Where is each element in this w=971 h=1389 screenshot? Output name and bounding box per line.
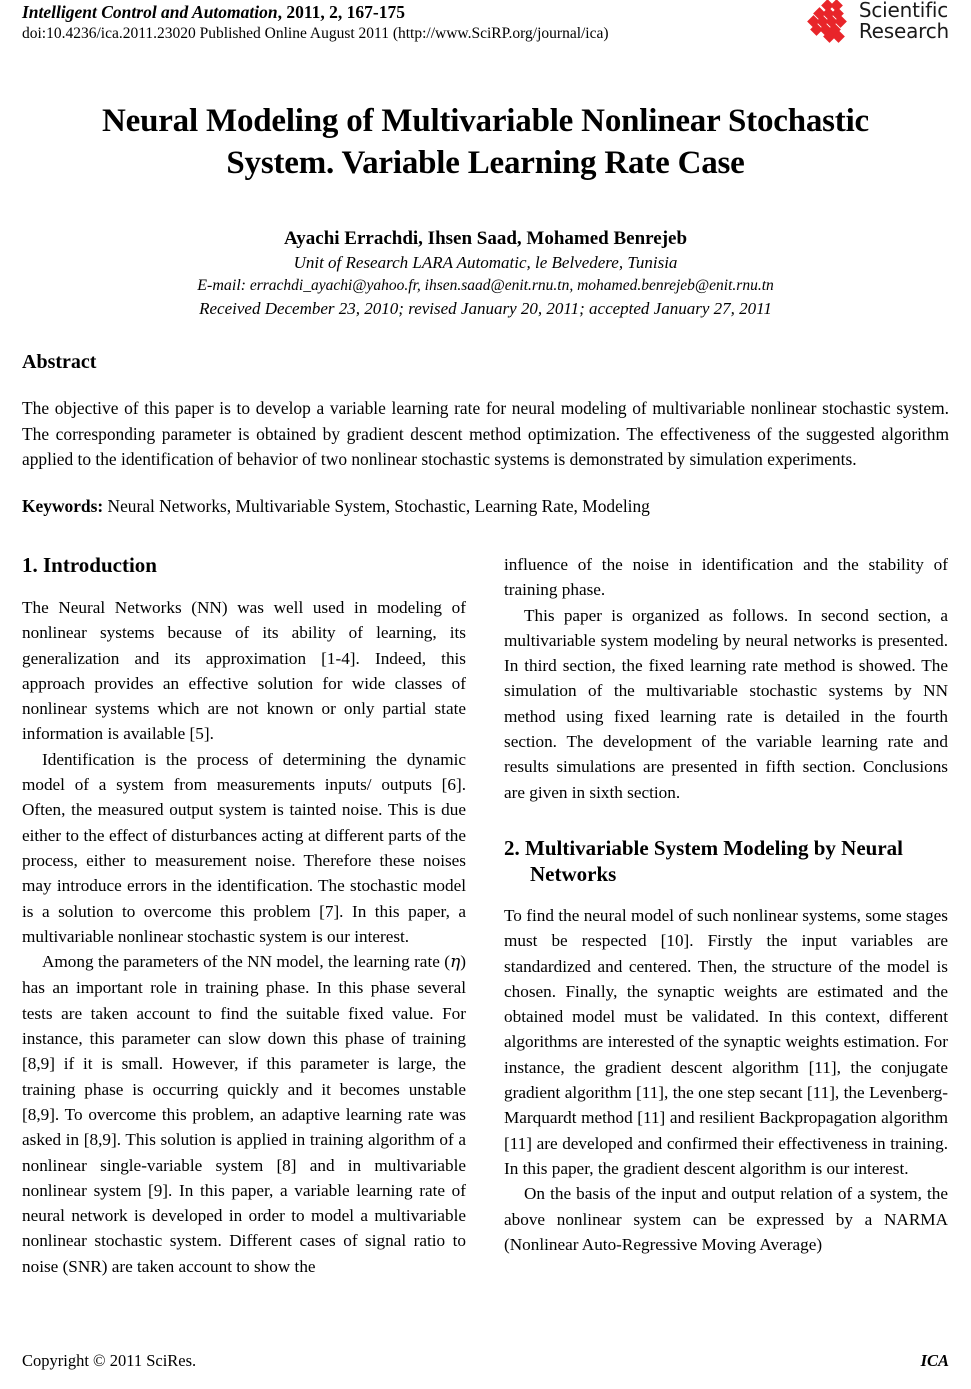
title-block [22, 100, 949, 184]
masthead-left [22, 2, 609, 44]
left-column [22, 552, 466, 1279]
paragraph-part: ) has an important role in training phase. In this phase several tests are taken account to find the suitable fixed value. For instance, this parameter can slow down this phase of training [8,9] if it is small. However, if this parameter is large, the training phase is occurring quickly and it becomes unstable [8,9]. To overcome this problem, an adaptive learning rate was asked in [8,9]. This solution is applied in training algorithm of a nonlinear single-variable system [8] and in multivariable nonlinear system [9]. In this paper, a variable learning rate of neural network is developed in order to model a multivariable nonlinear stochastic system. Different cases of signal ratio to noise (SNR) are taken account to show the [22, 952, 466, 1276]
email-label: E-mail [197, 277, 241, 294]
paragraph-part: Among the parameters of the NN model, the learning rate ( [42, 952, 450, 972]
keywords-list: Neural Networks, Multivariable System, Stochastic, Learning Rate, Modeling [103, 495, 650, 516]
right-column [504, 552, 948, 1279]
author-names: Ayachi Errachdi, Ihsen Saad, Mohamed Benrejeb [283, 228, 688, 249]
paragraph [22, 949, 466, 1279]
paper-title-line2: System. Variable Learning Rate Case [226, 145, 745, 181]
publisher-name [859, 0, 949, 42]
paragraph: The Neural Networks (NN) was well used in modeling of nonlinear systems because of its ability of learning, its generalization and its approximation [1-4]. Indeed, this approach provides an effective solution for wide classes of nonlinear systems which are not known or only partial state information is available [5]. [22, 598, 466, 744]
paragraph: Identification is the process of determining the dynamic model of a system from measurements inputs/ outputs [6]. Often, the measured output system is tainted noise. This is due either to the effect of disturbances acting at different parts of the process, either to measurement noise. Therefore these noises may introduce errors in the identification. The stochastic model is a solution to overcome this problem [7]. In this paper, a multivariable nonlinear stochastic system is our interest. [22, 749, 466, 946]
copyright-notice: Copyright © 2011 SciRes. [22, 1351, 197, 1370]
section-heading-introduction: 1. Introduction [22, 553, 157, 577]
affiliation-location: , le Belvedere, Tunisia [526, 253, 678, 272]
body-columns [22, 552, 949, 1279]
publisher-name-line1: Scientific [858, 0, 949, 22]
paragraph: To find the neural model of such nonlinear systems, some stages must be respected [10]. Firstly the input variables are standardized and centered. Then, the structure of the model is chosen. Finally, the synaptic weights are estimated and the obtained model must be validated. In this context, different algorithms are interested of the synaptic weights estimation. For instance, the gradient descent algorithm [11], the conjugate gradient algorithm [11], the one step secant [11], the Levenberg-Marquardt method [11] and resilient Backpropagation algorithm [11] are developed and confirmed their effectiveness in training. In this paper, the gradient descent algorithm is our interest. [504, 905, 948, 1178]
affiliation-institute: Unit of Research LARA Automatic [293, 253, 527, 272]
page-footer [22, 1351, 949, 1371]
paragraph: influence of the noise in identification and the stability of training phase. [504, 555, 948, 600]
author-affiliation [22, 251, 949, 274]
paper-title-line1: Neural Modeling of Multivariable Nonlinear Stochastic [102, 103, 869, 139]
keywords-line [22, 494, 949, 520]
email-addresses[interactable]: : errachdi_ayachi@yahoo.fr, ihsen.saad@enit.rnu.tn, mohamed.benrejeb@enit.rnu.tn [240, 277, 774, 294]
scientific-research-diamonds-icon [809, 0, 853, 42]
author-block [22, 226, 949, 320]
journal-name: Intelligent Control and Automation [22, 2, 278, 22]
publisher-logo [809, 0, 949, 42]
eta-symbol: η [449, 952, 461, 973]
abstract-text: The objective of this paper is to develop a variable learning rate for neural modeling of multivariable nonlinear stochastic system. The corresponding parameter is obtained by gradient descent method optimization. The effectiveness of the suggested algorithm applied to the identification of behavior of two nonlinear stochastic systems is demonstrated by simulation experiments. [22, 398, 949, 469]
publisher-name-line2: Research [858, 19, 949, 43]
masthead [22, 0, 949, 62]
section-heading-multivariable-system-modeling: 2. Multivariable System Modeling by Neural Networks [504, 835, 903, 886]
submission-dates: Received December 23, 2010; revised January 20, 2011; accepted January 27, 2011 [199, 299, 772, 318]
abstract-heading: Abstract [22, 351, 97, 373]
journal-volume-pages: , 2011, 2, 167-175 [277, 2, 405, 22]
page-title [22, 100, 949, 184]
doi-line: doi:10.4236/ica.2011.23020 Published Online August 2011 (http://www.SciRP.org/journal/ica) [22, 25, 609, 42]
keywords-label: Keywords: [22, 495, 104, 516]
journal-abbreviation: ICA [920, 1351, 949, 1370]
paragraph: This paper is organized as follows. In second section, a multivariable system modeling by neural networks is presented. In third section, the fixed learning rate method is showed. The simulation of the multivariable stochastic systems by NN method using fixed learning rate is detailed in the fourth section. The development of the variable learning rate and results simulations are presented in fifth section. Conclusions are given in sixth section. [504, 605, 948, 802]
journal-citation-line [22, 2, 609, 23]
paragraph: On the basis of the input and output relation of a system, the above nonlinear system can be expressed by a NARMA (Nonlinear Auto-Regressive Moving Average) [504, 1184, 948, 1254]
author-emails [22, 274, 949, 297]
